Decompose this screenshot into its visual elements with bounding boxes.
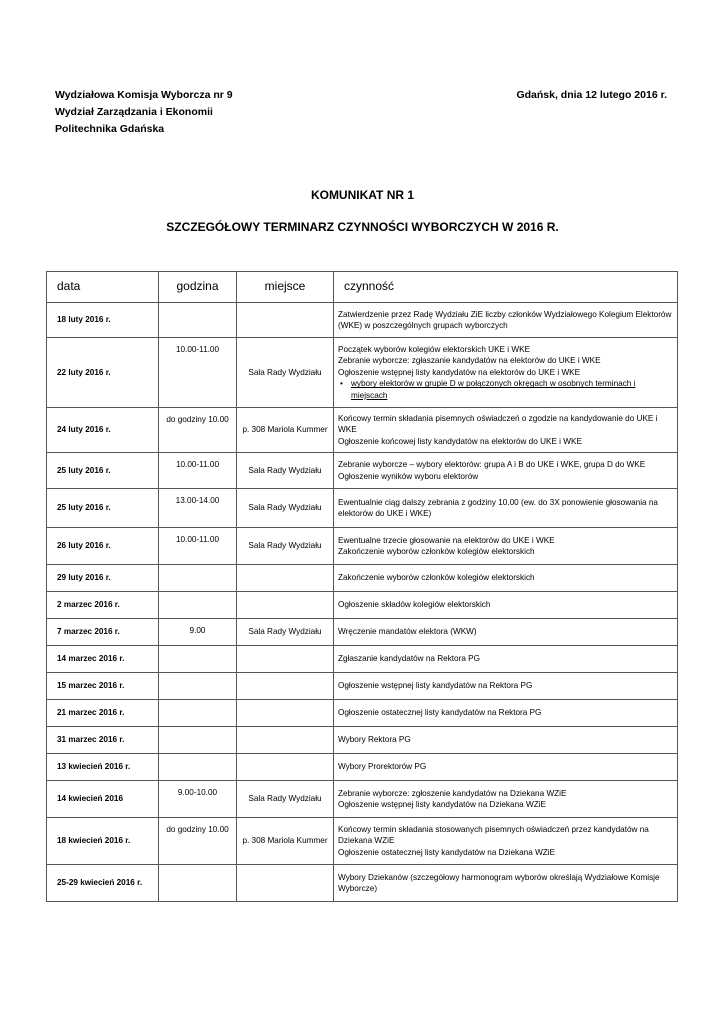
cell-hour: 10.00-11.00	[159, 453, 237, 489]
activity-line: Zakończenie wyborów członków kolegiów elektorskich	[338, 573, 535, 583]
activity-line: Ogłoszenie składów kolegiów elektorskich	[338, 600, 491, 610]
table-row	[47, 781, 678, 818]
activity-line: Zgłaszanie kandydatów na Rektora PG	[338, 654, 480, 664]
cell-place	[237, 592, 334, 619]
table-row	[47, 453, 678, 489]
cell-activity	[334, 619, 678, 646]
cell-place	[237, 865, 334, 902]
cell-hour	[159, 565, 237, 592]
cell-hour	[159, 754, 237, 781]
activity-line: Końcowy termin składania stosowanych pisemnych oświadczeń przez kandydatów na Dziekana WZiE	[338, 824, 649, 846]
cell-date: 21 marzec 2016 r.	[47, 700, 159, 727]
organization-block	[55, 87, 233, 138]
activity-line: Wybory Dziekanów (szczegółowy harmonogram wyborów określają Wydziałowe Komisje Wyborcze)	[338, 872, 660, 893]
activity-line: Ewentualne trzecie głosowanie na elektorów do UKE i WKE	[338, 535, 555, 545]
table-row	[47, 673, 678, 700]
cell-activity	[334, 646, 678, 673]
cell-place	[237, 700, 334, 727]
cell-activity	[334, 408, 678, 453]
cell-place	[237, 673, 334, 700]
cell-date: 18 kwiecień 2016 r.	[47, 818, 159, 865]
table-row	[47, 303, 678, 338]
cell-place	[237, 646, 334, 673]
activity-line: Ogłoszenie wyników wyboru elektorów	[338, 471, 479, 481]
table-row	[47, 700, 678, 727]
table-row	[47, 865, 678, 902]
table-header-row	[47, 272, 678, 303]
cell-date: 18 luty 2016 r.	[47, 303, 159, 338]
cell-hour: 9.00-10.00	[159, 781, 237, 818]
cell-activity	[334, 700, 678, 727]
activity-line: Wybory Rektora PG	[338, 735, 411, 745]
header-hour: godzina	[159, 272, 237, 303]
cell-activity	[334, 727, 678, 754]
table-row	[47, 528, 678, 565]
cell-hour: 10.00-11.00	[159, 338, 237, 408]
cell-date: 31 marzec 2016 r.	[47, 727, 159, 754]
table-row	[47, 818, 678, 865]
header-place: miejsce	[237, 272, 334, 303]
cell-activity	[334, 489, 678, 528]
organization-line: Wydział Zarządzania i Ekonomii	[55, 106, 213, 118]
table-row	[47, 592, 678, 619]
cell-date: 14 marzec 2016 r.	[47, 646, 159, 673]
cell-activity	[334, 781, 678, 818]
activity-line: Początek wyborów kolegiów elektorskich UKE i WKE	[338, 344, 531, 354]
cell-date: 13 kwiecień 2016 r.	[47, 754, 159, 781]
cell-date: 25-29 kwiecień 2016 r.	[47, 865, 159, 902]
cell-activity	[334, 754, 678, 781]
cell-activity	[334, 865, 678, 902]
cell-date: 26 luty 2016 r.	[47, 528, 159, 565]
activity-line: Ewentualnie ciąg dalszy zebrania z godziny 10.00 (ew. do 3X ponowienie głosowania na elektorów do UKE i WKE)	[338, 497, 658, 518]
table-row	[47, 489, 678, 528]
activity-line: Ogłoszenie wstępnej listy kandydatów na elektorów do UKE i WKE	[338, 367, 581, 377]
cell-date: 25 luty 2016 r.	[47, 453, 159, 489]
cell-date: 14 kwiecień 2016	[47, 781, 159, 818]
cell-hour: do godziny 10.00	[159, 408, 237, 453]
cell-place: p. 308 Mariola Kummer	[237, 818, 334, 865]
cell-activity	[334, 528, 678, 565]
cell-place: Sala Rady Wydziału	[237, 619, 334, 646]
activity-line: Zebranie wyborcze: zgłoszenie kandydatów na Dziekana WZiE	[338, 788, 567, 798]
cell-hour	[159, 673, 237, 700]
bullet-text: wybory elektorów w grupie D w połączonych okręgach w osobnych terminach i miejscach	[351, 379, 636, 400]
cell-hour: 10.00-11.00	[159, 528, 237, 565]
cell-activity	[334, 673, 678, 700]
activity-line: Wręczenie mandatów elektora (WKW)	[338, 627, 477, 637]
bullet-item	[338, 378, 673, 401]
cell-activity	[334, 303, 678, 338]
cell-place: p. 308 Mariola Kummer	[237, 408, 334, 453]
activity-line: Ogłoszenie wstępnej listy kandydatów na Rektora PG	[338, 681, 533, 691]
activity-line: Zatwierdzenie przez Radę Wydziału ZiE liczby członków Wydziałowego Kolegium Elektorów (WKE) w poszczególnych grupach wyborczych	[338, 309, 672, 330]
table-row	[47, 619, 678, 646]
bullet-icon: •	[340, 379, 343, 389]
table-row	[47, 754, 678, 781]
cell-date: 15 marzec 2016 r.	[47, 673, 159, 700]
cell-hour: do godziny 10.00	[159, 818, 237, 865]
cell-hour	[159, 727, 237, 754]
cell-date: 25 luty 2016 r.	[47, 489, 159, 528]
cell-date: 7 marzec 2016 r.	[47, 619, 159, 646]
cell-date: 22 luty 2016 r.	[47, 338, 159, 408]
cell-hour	[159, 646, 237, 673]
header-activity: czynność	[334, 272, 678, 303]
table-row	[47, 727, 678, 754]
activity-line: Wybory Prorektorów PG	[338, 762, 427, 772]
cell-place: Sala Rady Wydziału	[237, 453, 334, 489]
cell-date: 24 luty 2016 r.	[47, 408, 159, 453]
activity-line: Zebranie wyborcze: zgłaszanie kandydatów na elektorów do UKE i WKE	[338, 356, 601, 366]
activity-line: Ogłoszenie ostatecznej listy kandydatów na Rektora PG	[338, 708, 542, 718]
cell-place	[237, 565, 334, 592]
cell-hour	[159, 592, 237, 619]
activity-line: Końcowy termin składania pisemnych oświadczeń o zgodzie na kandydowanie do UKE i WKE	[338, 413, 658, 435]
cell-activity	[334, 565, 678, 592]
cell-activity	[334, 338, 678, 408]
organization-line: Politechnika Gdańska	[55, 123, 165, 135]
cell-hour	[159, 865, 237, 902]
cell-place	[237, 727, 334, 754]
cell-activity	[334, 453, 678, 489]
table-row	[47, 565, 678, 592]
activity-line: Ogłoszenie wstępnej listy kandydatów na Dziekana WZiE	[338, 800, 546, 809]
place-date: Gdańsk, dnia 12 lutego 2016 r.	[516, 89, 667, 101]
activity-line: Ogłoszenie końcowej listy kandydatów na elektorów do UKE i WKE	[338, 436, 582, 446]
header-date: data	[47, 272, 159, 303]
cell-date: 2 marzec 2016 r.	[47, 592, 159, 619]
document-subtitle: SZCZEGÓŁOWY TERMINARZ CZYNNOŚCI WYBORCZYCH W 2016 R.	[166, 220, 559, 234]
cell-place: Sala Rady Wydziału	[237, 528, 334, 565]
table-row	[47, 646, 678, 673]
cell-place	[237, 303, 334, 338]
cell-place: Sala Rady Wydziału	[237, 338, 334, 408]
cell-place	[237, 754, 334, 781]
cell-hour: 13.00-14.00	[159, 489, 237, 528]
table-row	[47, 408, 678, 453]
cell-place: Sala Rady Wydziału	[237, 781, 334, 818]
cell-date: 29 luty 2016 r.	[47, 565, 159, 592]
cell-activity	[334, 818, 678, 865]
cell-activity	[334, 592, 678, 619]
activity-line: Zebranie wyborcze – wybory elektorów: grupa A i B do UKE i WKE, grupa D do WKE	[338, 460, 646, 469]
organization-line: Wydziałowa Komisja Wyborcza nr 9	[55, 89, 233, 101]
cell-hour	[159, 700, 237, 727]
table-row	[47, 338, 678, 408]
cell-place: Sala Rady Wydziału	[237, 489, 334, 528]
cell-hour	[159, 303, 237, 338]
cell-hour: 9.00	[159, 619, 237, 646]
document-title: KOMUNIKAT NR 1	[310, 188, 415, 202]
activity-line: Zakończenie wyborów członków kolegiów elektorskich	[338, 547, 535, 556]
schedule-table	[46, 271, 678, 902]
activity-line: Ogłoszenie ostatecznej listy kandydatów na Dziekana WZiE	[338, 847, 556, 857]
